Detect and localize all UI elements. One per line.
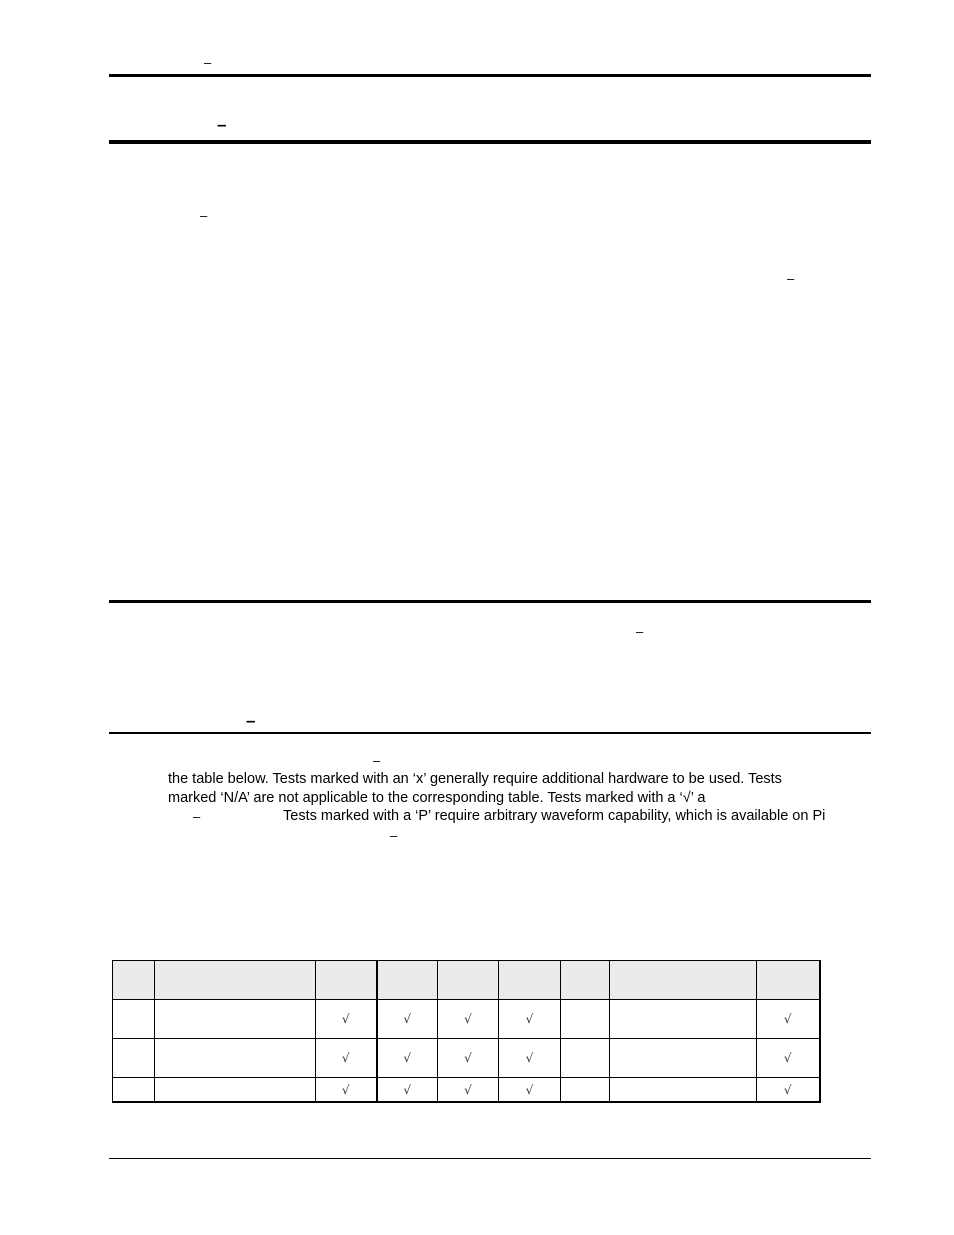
table-cell: √ [316, 1039, 377, 1078]
table-cell: √ [757, 1078, 820, 1103]
table-cell [155, 1000, 316, 1039]
header-cell [316, 961, 377, 1000]
header-cell [377, 961, 438, 1000]
table-row [113, 1078, 820, 1103]
body-dash: – [200, 208, 208, 223]
table-cell: √ [499, 1000, 561, 1039]
section-heading-dash: – [217, 115, 227, 134]
header-rule [109, 74, 871, 77]
table-cell: √ [499, 1078, 561, 1103]
table-cell [155, 1039, 316, 1078]
table-cell [610, 1000, 757, 1039]
paragraph-dash: – [193, 809, 201, 824]
section-rule [109, 140, 871, 144]
table-cell [113, 1000, 155, 1039]
footer-rule [109, 1158, 871, 1159]
table-cell: √ [316, 1078, 377, 1103]
table-cell: √ [438, 1039, 499, 1078]
header-cell [561, 961, 610, 1000]
header-cell [438, 961, 499, 1000]
table-cell: √ [377, 1039, 438, 1078]
test-matrix-table [112, 960, 821, 1103]
header-dash: – [204, 55, 212, 70]
paragraph-dash: – [390, 828, 398, 843]
intro-dash: – [373, 753, 381, 768]
table-cell: √ [438, 1078, 499, 1103]
body-dash: – [787, 271, 795, 286]
header-cell [757, 961, 820, 1000]
table-row [113, 1000, 820, 1039]
paragraph-line: marked ‘N/A’ are not applicable to the corresponding table. Tests marked with a ‘√’ a [168, 790, 706, 806]
table-cell: √ [377, 1000, 438, 1039]
paragraph-line: Tests marked with a ‘P’ require arbitrary waveform capability, which is available on Pi [283, 808, 826, 824]
table-cell [113, 1078, 155, 1103]
body-dash: – [636, 624, 644, 639]
table-cell: √ [757, 1000, 820, 1039]
table-cell [113, 1039, 155, 1078]
table-cell: √ [499, 1039, 561, 1078]
table-cell: √ [316, 1000, 377, 1039]
table-cell: √ [757, 1039, 820, 1078]
section-rule [109, 600, 871, 603]
table-cell: √ [438, 1000, 499, 1039]
table-cell [610, 1078, 757, 1103]
header-cell [113, 961, 155, 1000]
header-cell [610, 961, 757, 1000]
table-header-row [113, 961, 820, 1000]
table-cell [610, 1039, 757, 1078]
table-cell [561, 1000, 610, 1039]
header-cell [155, 961, 316, 1000]
table-cell [561, 1078, 610, 1103]
subsection-heading-dash: – [246, 711, 256, 730]
paragraph-line: the table below. Tests marked with an ‘x’ generally require additional hardware to be used. Tests [168, 771, 782, 787]
table-cell [561, 1039, 610, 1078]
table-cell: √ [377, 1078, 438, 1103]
table-cell [155, 1078, 316, 1103]
subsection-rule [109, 732, 871, 734]
header-cell [499, 961, 561, 1000]
table-row [113, 1039, 820, 1078]
